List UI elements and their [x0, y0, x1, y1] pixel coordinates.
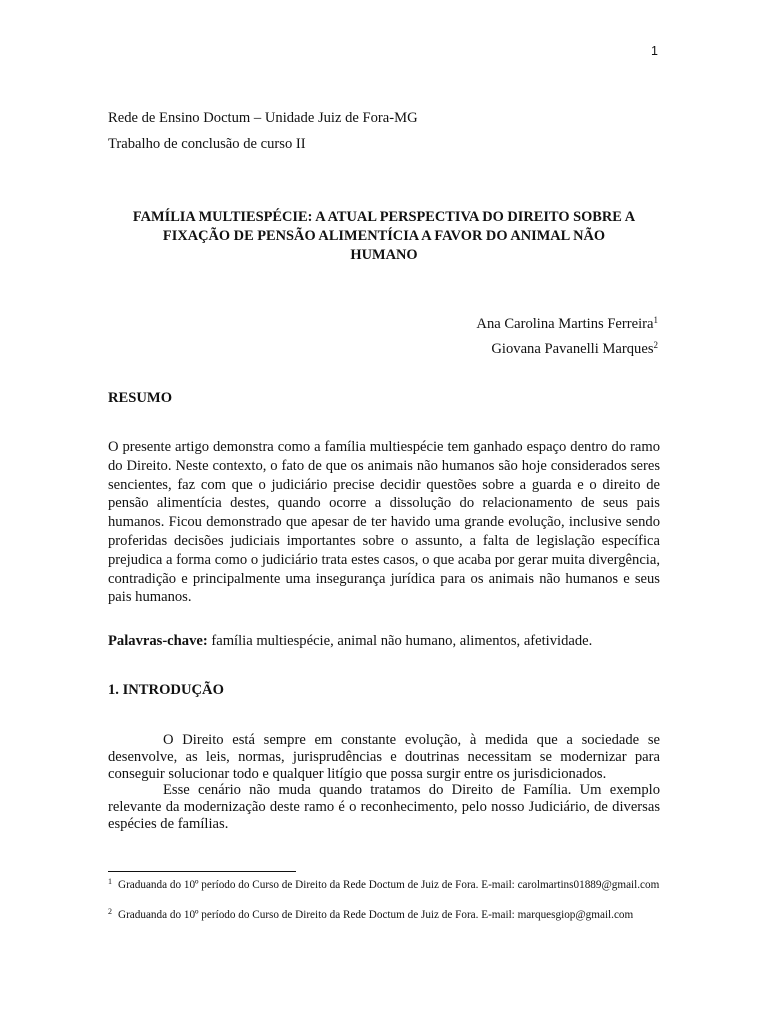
intro-paragraph-1: O Direito está sempre em constante evolução, à medida que a sociedade se desenvolve, as leis, normas, jurisprudências e doutrinas necessitam se modernizar para conseguir solucionar todo e qualquer litígio que possa surgir entre os jurisdicionados. [108, 732, 660, 782]
author-footnote-ref: 1 [653, 315, 658, 325]
footnote-text: Graduanda do 10º período do Curso de Direito da Rede Doctum de Juiz de Fora. E-mail: carolmartins01889@gmail.com [118, 879, 660, 891]
institution-line: Rede de Ensino Doctum – Unidade Juiz de Fora-MG [108, 110, 418, 126]
title-line: FIXAÇÃO DE PENSÃO ALIMENTÍCIA A FAVOR DO ANIMAL NÃO [162, 228, 606, 244]
author-name: Giovana Pavanelli Marques [491, 341, 654, 357]
author-2 [491, 341, 658, 358]
author-name: Ana Carolina Martins Ferreira [476, 316, 654, 332]
footnote-2 [108, 908, 660, 923]
intro-paragraph-2: Esse cenário não muda quando tratamos do Direito de Família. Um exemplo relevante da modernização deste ramo é o reconhecimento, pelo nosso Judiciário, de diversas espécies de famílias. [108, 782, 660, 832]
title-line: FAMÍLIA MULTIESPÉCIE: A ATUAL PERSPECTIVA DO DIREITO SOBRE A [132, 209, 636, 225]
course-line: Trabalho de conclusão de curso II [108, 136, 306, 152]
author-footnote-ref: 2 [653, 340, 658, 350]
document-title [108, 208, 660, 265]
footnote-number: 1 [108, 877, 112, 886]
keywords-text: família multiespécie, animal não humano, alimentos, afetividade. [207, 633, 593, 649]
title-line: HUMANO [350, 247, 418, 263]
footnote-number: 2 [108, 907, 112, 916]
author-1 [476, 316, 658, 333]
footnote-1 [108, 878, 660, 893]
keywords-label: Palavras-chave: [108, 633, 208, 649]
keywords-line [108, 632, 660, 651]
abstract-text: O presente artigo demonstra como a família multiespécie tem ganhado espaço dentro do ramo do Direito. Neste contexto, o fato de que os animais não humanos são hoje considerados seres sencientes, faz com que o judiciário precise decidir questões sobre a guarda e o direito de pensão alimentícia destes, quando ocorre a dissolução do relacionamento de seus pais humanos. Ficou demonstrado que apesar de ter havido uma grande evolução, inclusive sendo proferidas decisões judiciais importantes sobre o assunto, a falta de legislação específica prejudica a forma como o judiciário trata estes casos, o que acaba por gerar muita divergência, contradição e principalmente uma insegurança jurídica para os animais não humanos e seus pais humanos. [108, 439, 660, 606]
abstract-heading: RESUMO [108, 390, 173, 406]
footnote-text: Graduanda do 10º período do Curso de Direito da Rede Doctum de Juiz de Fora. E-mail: marquesgiop@gmail.com [118, 909, 634, 921]
page-number: 1 [651, 44, 658, 58]
introduction-heading: 1. INTRODUÇÃO [108, 682, 224, 698]
footnote-divider [108, 871, 296, 872]
